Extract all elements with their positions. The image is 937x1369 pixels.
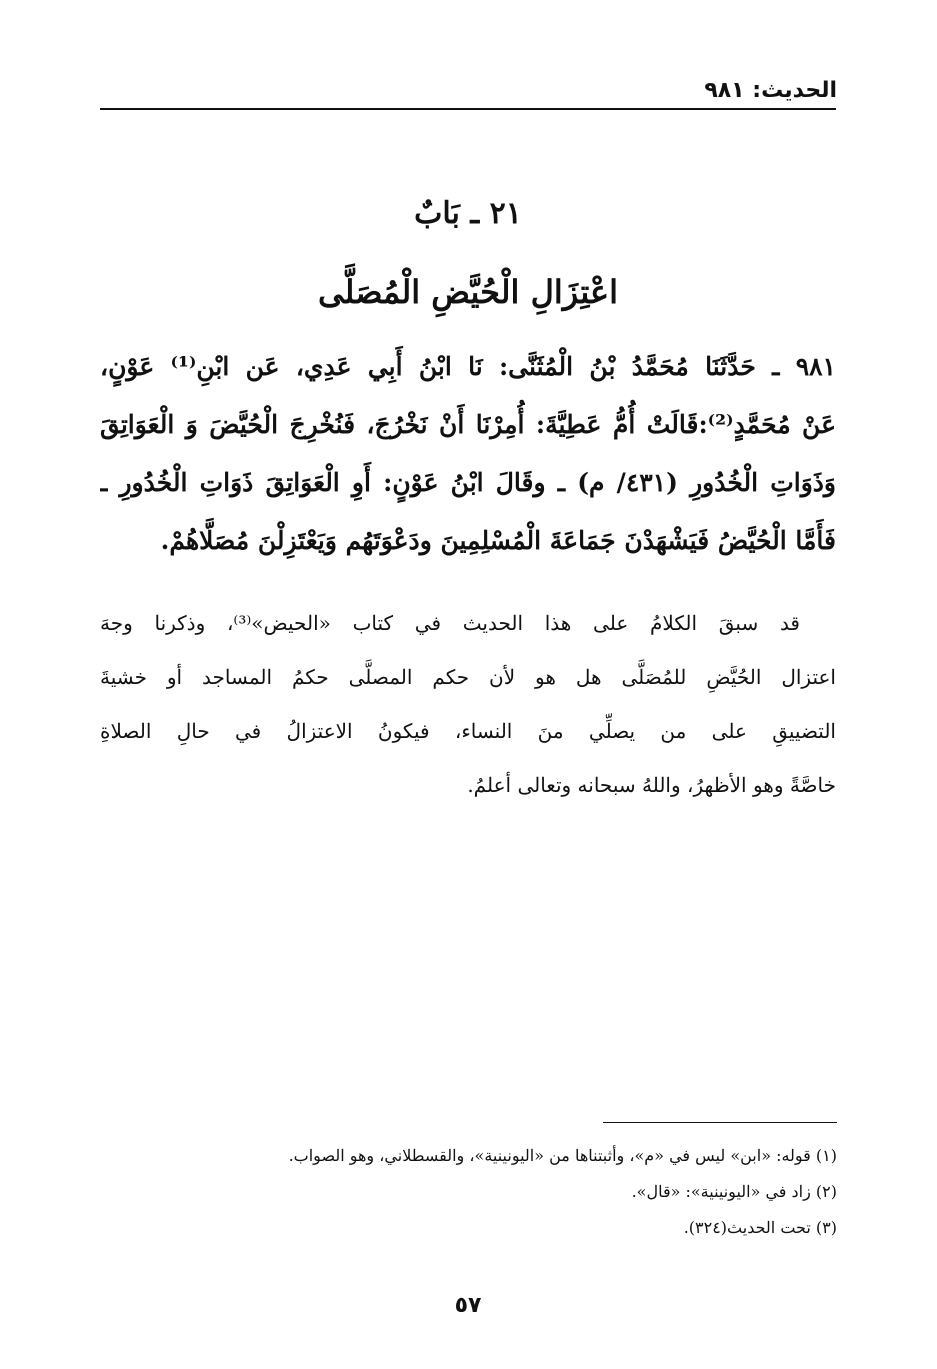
hadith-line: عَنْ مُحَمَّدٍ⁽²⁾:قَالَتْ أُمُّ عَطِيَّةَ: أُمِرْنَا أَنْ نَخْرُجَ، فَنُخْرِجَ الْحُيَّضَ وَ الْعَوَاتِقَ (100, 410, 836, 439)
footnotes (101, 1138, 837, 1246)
hadith-line: وَذَوَاتِ الْخُدُورِ (٤٣١/ م) ـ وقَالَ ابْنُ عَوْنٍ: أَوِ الْعَوَاتِقَ ذَوَاتِ الْخُدُورِ ـ (100, 468, 836, 497)
chapter-title: اعْتِزَالِ الْحُيَّضِ الْمُصَلَّى (317, 273, 619, 311)
commentary-line: قد سبقَ الكلامُ على هذا الحديث في كتاب «الحيض»⁽³⁾، وذكرنا وجهَ (100, 611, 800, 635)
hadith-line: فَأَمَّا الْحُيَّضُ فَيَشْهَدْنَ جَمَاعَةَ الْمُسْلِمِينَ ودَعْوَتَهُم وَيَعْتَزِلْنَ مُصَلَّاهُمْ. (160, 526, 836, 555)
commentary-text (100, 596, 836, 812)
page-number: ٥٧ (454, 1293, 482, 1318)
hadith-line: ٩٨١ ـ حَدَّثَنَا مُحَمَّدُ بْنُ الْمُثَنَّى: نَا ابْنُ أَبِي عَدِي، عَن ابْنِ⁽¹⁾ عَوْنٍ، (100, 352, 836, 381)
chapter-number: ٢١ ـ بَابٌ (414, 196, 522, 231)
header-divider (100, 108, 836, 110)
footnote-divider (603, 1122, 837, 1123)
running-title: الحديث: ٩٨١ (704, 78, 837, 103)
footnote-3: (٣) تحت الحديث(٣٢٤). (683, 1218, 837, 1237)
commentary-line: خاصَّةً وهو الأظهرُ، واللهُ سبحانه وتعالى أعلمُ. (467, 773, 836, 797)
footnote-2: (٢) زاد في «اليونينية»: «قال». (631, 1182, 837, 1201)
footnote-1: (١) قوله: «ابن» ليس في «م»، وأثبتناها من «اليونينية»، والقسطلاني، وهو الصواب. (288, 1146, 837, 1165)
commentary-line: اعتزال الحُيَّضِ للمُصَلَّى هل هو لأن حكم المصلَّى حكمُ المساجد أو خشيةَ (100, 665, 836, 689)
hadith-text (100, 338, 836, 570)
commentary-line: التضييقِ على من يصلِّي منَ النساء، فيكونُ الاعتزالُ في حالِ الصلاةِ (100, 719, 836, 743)
